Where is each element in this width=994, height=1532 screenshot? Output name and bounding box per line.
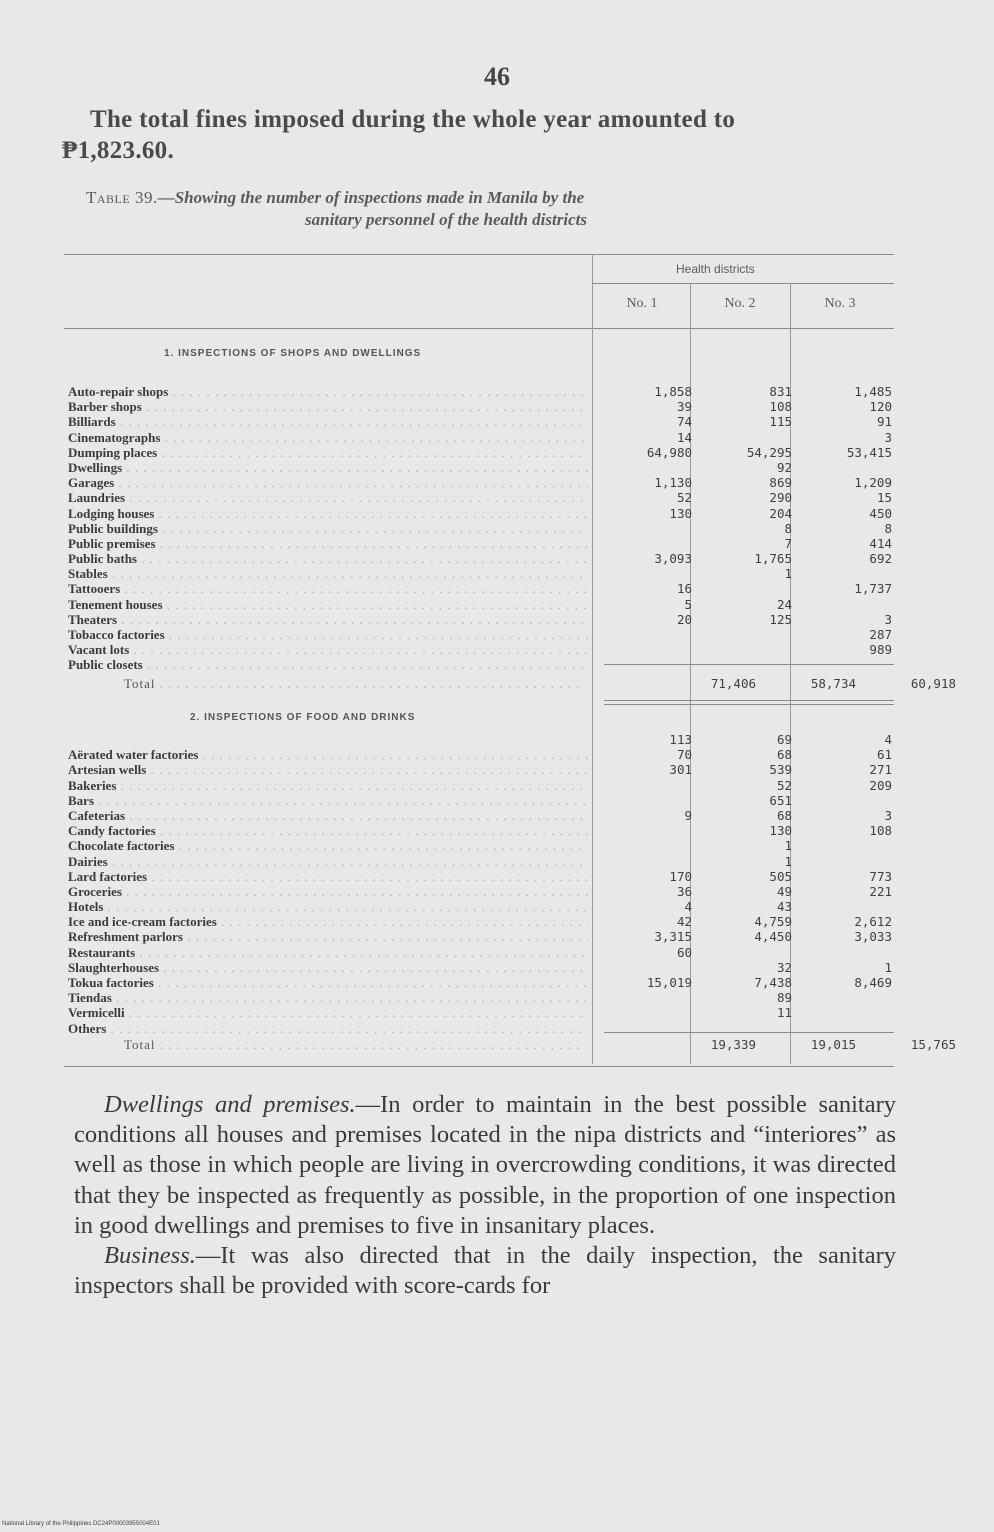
paragraph-dwellings: [74, 1090, 896, 1241]
cell-no1: 1,130: [654, 475, 692, 491]
cell-no1: 301: [669, 762, 692, 778]
row-label: Hotels . . .: [68, 899, 588, 914]
cell-no2: 49: [776, 883, 792, 899]
paragraph-text: —It was also directed that in the daily inspection, the sanitary inspectors shall be provided with score-cards for: [74, 1242, 896, 1300]
cell-no1: 64,980: [646, 444, 692, 460]
cell-no2: 505: [769, 868, 792, 884]
total-no2: 19,015: [810, 1037, 856, 1052]
table-caption-text-1: —Showing the number of inspections made in Manila by the: [157, 188, 585, 207]
column-header-no3: No. 3: [824, 296, 856, 311]
cell-no3: 414: [869, 535, 892, 551]
total-row-food: [64, 1037, 956, 1055]
row-label: Garages . . .: [68, 475, 588, 490]
intro-paragraph: [62, 104, 892, 166]
cell-no1: 39: [676, 399, 692, 415]
total-no3: 15,765: [910, 1037, 956, 1052]
column-header-no1: No. 1: [626, 296, 658, 311]
row-label: Chocolate factories . . .: [68, 838, 588, 853]
row-label: Auto-repair shops . . .: [68, 384, 588, 399]
cell-no2: 7: [784, 535, 792, 551]
cell-no3: 120: [869, 399, 892, 415]
row-label: Billiards . . .: [68, 414, 588, 429]
total-row-shops: [64, 676, 956, 694]
table-row: [64, 960, 894, 975]
cell-no2: 115: [769, 414, 792, 430]
cell-no2: 130: [769, 823, 792, 839]
table-row: [64, 506, 894, 521]
paragraph-heading: Dwellings and premises.: [104, 1091, 356, 1118]
table-row: [64, 1005, 894, 1020]
table-row: [64, 445, 894, 460]
row-label: Bars . . .: [68, 793, 588, 808]
table-row: [64, 808, 894, 823]
cell-no2: 32: [776, 959, 792, 975]
table-caption-label: Table 39.: [86, 188, 158, 207]
cell-no2: 68: [776, 807, 792, 823]
cell-no2: 92: [776, 459, 792, 475]
header-bottom-rule: [64, 328, 894, 329]
column-header-no2: No. 2: [724, 296, 756, 311]
cell-no3: 450: [869, 505, 892, 521]
row-label: Restaurants . . .: [68, 945, 588, 960]
cell-no1: 113: [669, 732, 692, 747]
page-number: 46: [484, 62, 510, 91]
cell-no3: 3: [884, 429, 892, 445]
row-label: Cinematographs . . .: [68, 430, 588, 445]
row-label: Public baths . . .: [68, 551, 588, 566]
section-title-food: 2. INSPECTIONS OF FOOD AND DRINKS: [190, 712, 416, 723]
table-row: [64, 929, 894, 944]
cell-no1: 70: [676, 747, 692, 763]
row-label: Tattooers . . .: [68, 581, 588, 596]
cell-no1: 3,315: [654, 929, 692, 945]
row-label: Tobacco factories . . .: [68, 627, 588, 642]
subtotal-rule-shops: [604, 664, 894, 665]
row-label: Slaughterhouses . . .: [68, 960, 588, 975]
cell-no3: 692: [869, 551, 892, 567]
cell-no3: 8,469: [854, 975, 892, 990]
row-label: Dumping places . . .: [68, 445, 588, 460]
table-row: [64, 566, 894, 581]
cell-no2: 7,438: [754, 975, 792, 990]
row-label: Others . . .: [68, 1021, 588, 1036]
double-rule-shops: [604, 700, 894, 705]
row-label: Dwellings . . .: [68, 460, 588, 475]
cell-no3: 271: [869, 762, 892, 778]
cell-no3: 3: [884, 611, 892, 627]
cell-no2: 869: [769, 475, 792, 491]
paragraph-business: [74, 1241, 896, 1301]
section-title-shops: 1. INSPECTIONS OF SHOPS AND DWELLINGS: [164, 348, 422, 359]
intro-line-1: The total fines imposed during the whole year amounted to: [90, 106, 736, 133]
cell-no2: 52: [776, 777, 792, 793]
row-label: Artesian wells . . .: [68, 762, 588, 777]
footer-credit: National Library of the Philippines DC24P00003955004E01: [2, 1521, 160, 1527]
table-row: [64, 581, 894, 596]
cell-no1: 9: [684, 807, 692, 823]
table-row: [64, 414, 894, 429]
row-label: Stables . . .: [68, 566, 588, 581]
total-no1: 19,339: [710, 1037, 756, 1052]
table-caption-text-2: sanitary personnel of the health districts: [305, 210, 587, 229]
cell-no1: 14: [676, 429, 692, 445]
table-row: [64, 475, 894, 490]
table-row: [64, 384, 894, 399]
cell-no2: 831: [769, 384, 792, 399]
cell-no3: 108: [869, 823, 892, 839]
table-row: [64, 793, 894, 808]
cell-no1: 1,858: [654, 384, 692, 399]
cell-no1: 36: [676, 883, 692, 899]
table-row: [64, 1021, 894, 1036]
table-row: [64, 460, 894, 475]
table-row: [64, 597, 894, 612]
cell-no2: 43: [776, 899, 792, 915]
row-label: Lodging houses . . .: [68, 506, 588, 521]
table-row: [64, 732, 894, 747]
row-label: Cafeterias . . .: [68, 808, 588, 823]
table-row: [64, 945, 894, 960]
table-row: [64, 899, 894, 914]
cell-no1: 130: [669, 505, 692, 521]
cell-no2: 290: [769, 490, 792, 506]
cell-no3: 1,737: [854, 581, 892, 597]
cell-no2: 1: [784, 566, 792, 582]
table-row: [64, 612, 894, 627]
cell-no1: 20: [676, 611, 692, 627]
total-no3: 60,918: [910, 676, 956, 691]
table-row: [64, 838, 894, 853]
row-label: Vacant lots . . .: [68, 642, 588, 657]
row-label: Bakeries . . .: [68, 778, 588, 793]
row-label: Barber shops . . .: [68, 399, 588, 414]
cell-no1: 15,019: [646, 975, 692, 990]
subtotal-rule-food: [604, 1032, 894, 1033]
cell-no3: 287: [869, 627, 892, 642]
cell-no2: 24: [776, 596, 792, 612]
total-no1: 71,406: [710, 676, 756, 691]
row-label: Ice and ice-cream factories . . .: [68, 914, 588, 929]
cell-no2: 108: [769, 399, 792, 415]
row-label: Lard factories . . .: [68, 869, 588, 884]
row-label: Groceries . . .: [68, 884, 588, 899]
table-row: [64, 914, 894, 929]
table-bottom-rule: [64, 1066, 894, 1067]
total-no2: 58,734: [810, 676, 856, 691]
cell-no3: 989: [869, 642, 892, 658]
table-row: [64, 521, 894, 536]
row-label: Tenement houses . . .: [68, 597, 588, 612]
cell-no3: 2,612: [854, 914, 892, 930]
table-row: [64, 975, 894, 990]
table-row: [64, 854, 894, 869]
row-label: Refreshment parlors . . .: [68, 929, 588, 944]
table-row: [64, 869, 894, 884]
table-row: [64, 490, 894, 505]
cell-no3: 15: [876, 490, 892, 506]
table-row: [64, 551, 894, 566]
row-label: Public closets . . .: [68, 657, 588, 672]
cell-no2: 125: [769, 611, 792, 627]
cell-no3: 61: [876, 747, 892, 763]
header-mid-rule: [592, 283, 894, 284]
table-row: [64, 778, 894, 793]
paragraph-heading: Business.: [104, 1242, 196, 1270]
cell-no2: 651: [769, 792, 792, 808]
cell-no2: 1,765: [754, 551, 792, 567]
cell-no2: 1: [784, 853, 792, 869]
cell-no2: 8: [784, 520, 792, 536]
table-row: [64, 762, 894, 777]
table-row: [64, 536, 894, 551]
cell-no1: 16: [676, 581, 692, 597]
table-row: [64, 642, 894, 657]
cell-no3: 209: [869, 777, 892, 793]
cell-no1: 4: [684, 899, 692, 915]
row-label: Dairies . . .: [68, 854, 588, 869]
cell-no3: 221: [869, 883, 892, 899]
cell-no1: 3,093: [654, 551, 692, 567]
row-label: Aërated water factories . . .: [68, 747, 588, 762]
row-label: Tokua factories . . .: [68, 975, 588, 990]
cell-no3: 1: [884, 959, 892, 975]
table-row: [64, 430, 894, 445]
cell-no2: 69: [776, 732, 792, 747]
total-label: Total . . .: [124, 676, 584, 692]
health-districts-header: Health districts: [676, 262, 755, 276]
cell-no3: 91: [876, 414, 892, 430]
table-row: [64, 747, 894, 762]
intro-line-2: ₱1,823.60.: [62, 137, 175, 164]
row-label: Vermicelli . . .: [68, 1005, 588, 1020]
cell-no2: 539: [769, 762, 792, 778]
cell-no1: 170: [669, 868, 692, 884]
row-label: Theaters . . .: [68, 612, 588, 627]
cell-no2: 204: [769, 505, 792, 521]
cell-no2: 89: [776, 990, 792, 1006]
cell-no2: 4,450: [754, 929, 792, 945]
row-label: Public premises . . .: [68, 536, 588, 551]
table-row: [64, 884, 894, 899]
row-label: Laundries . . .: [68, 490, 588, 505]
table-caption: [86, 187, 866, 231]
table-row: [64, 627, 894, 642]
row-label: Public buildings . . .: [68, 521, 588, 536]
cell-no1: 52: [676, 490, 692, 506]
cell-no2: 1: [784, 838, 792, 854]
cell-no1: 60: [676, 944, 692, 960]
table-row: [64, 823, 894, 838]
cell-no3: 773: [869, 868, 892, 884]
row-label: Tiendas . . .: [68, 990, 588, 1005]
cell-no3: 1,485: [854, 384, 892, 399]
cell-no3: 1,209: [854, 475, 892, 491]
cell-no2: 68: [776, 747, 792, 763]
table-row: [64, 399, 894, 414]
cell-no3: 8: [884, 520, 892, 536]
cell-no3: 3: [884, 807, 892, 823]
cell-no1: 42: [676, 914, 692, 930]
cell-no3: 3,033: [854, 929, 892, 945]
cell-no1: 5: [684, 596, 692, 612]
cell-no3: 53,415: [846, 444, 892, 460]
cell-no2: 4,759: [754, 914, 792, 930]
cell-no1: 74: [676, 414, 692, 430]
total-label: Total . . .: [124, 1037, 584, 1053]
cell-no2: 11: [776, 1005, 792, 1021]
paragraph-text: —In order to maintain in the best possible sanitary conditions all houses and premises located in the nipa districts and “interiores” as well as those in which people are living in overcrowding conditions, it was directed that they be inspected as frequently as possible, in the proportion of one inspection in good dwellings and premises to five in insanitary places.: [74, 1091, 896, 1239]
row-label: Candy factories . . .: [68, 823, 588, 838]
cell-no2: 54,295: [746, 444, 792, 460]
table-top-rule: [64, 254, 894, 255]
section-rows-food: [64, 732, 894, 1036]
table-row: [64, 990, 894, 1005]
body-text: [74, 1090, 896, 1301]
section-rows-shops: [64, 384, 894, 673]
cell-no3: 4: [884, 732, 892, 747]
